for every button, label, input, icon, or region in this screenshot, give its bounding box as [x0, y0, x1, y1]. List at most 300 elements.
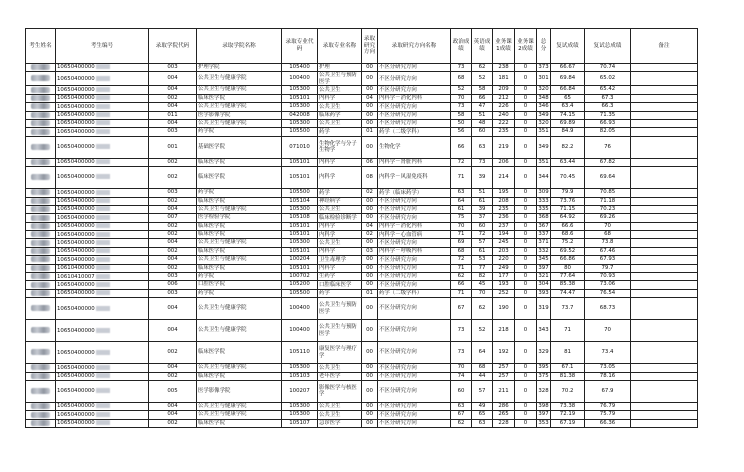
cell-mc: 105500 [282, 189, 318, 197]
cell-name [26, 380, 56, 402]
cell-note [631, 372, 698, 380]
cell-fin: 76.54 [585, 289, 631, 297]
cell-tot: 348 [538, 94, 549, 101]
cell-s1: 70 [451, 94, 472, 102]
cell-fin: 70.74 [585, 64, 631, 72]
cell-ret: 63.44 [551, 158, 585, 166]
cell-dc: 004 [149, 364, 197, 372]
table-row [26, 136, 698, 158]
redacted-id-suffix [96, 403, 110, 408]
cell-mn: 急诊医学 [318, 419, 362, 427]
cell-rd: 00 [362, 119, 378, 127]
table-row [26, 222, 698, 230]
cell-tot: 397 [538, 411, 549, 418]
table-body [26, 64, 698, 428]
cell-dn: 临床医学院 [197, 158, 282, 166]
redacted-name [31, 282, 50, 288]
cell-mn: 药学 [318, 189, 362, 197]
cell-rn: 生物化学 [378, 136, 451, 158]
table-row [26, 380, 698, 402]
cell-s3: 252 [493, 289, 515, 297]
cell-name [26, 231, 56, 239]
cell-rd: 01 [362, 128, 378, 136]
redacted-name [31, 103, 50, 109]
candidate-id: 10650400000 [57, 420, 95, 427]
table-row [26, 320, 698, 342]
cell-rn: 内科学－呼吸内科 [378, 247, 451, 255]
cell-rn: 不区分研究方向 [378, 72, 451, 86]
header-cell: 录取专业代码 [282, 29, 318, 64]
cell-note [631, 189, 698, 197]
cell-ret: 71 [551, 320, 585, 342]
redacted-id-suffix [96, 190, 110, 195]
cell-mc: 105300 [282, 402, 318, 410]
cell-s3: 238 [493, 64, 515, 72]
cell-dc: 005 [149, 380, 197, 402]
cell-tot: 320 [538, 119, 549, 126]
candidate-id: 10650400000 [57, 248, 95, 255]
cell-s4: 0 [515, 402, 537, 410]
cell-note [631, 205, 698, 213]
candidate-id: 10650400000 [57, 198, 95, 204]
cell-rd: 00 [362, 111, 378, 119]
redacted-id-suffix [96, 87, 110, 92]
cell-mc: 100204 [282, 256, 318, 264]
redacted-name [31, 64, 50, 70]
redacted-id-suffix [96, 350, 110, 355]
table-row [26, 419, 698, 427]
cell-id [56, 128, 149, 136]
cell-id [56, 273, 149, 281]
cell-s4: 0 [515, 205, 537, 213]
cell-mc: 105300 [282, 119, 318, 127]
cell-s2: 53 [472, 256, 493, 264]
cell-s4: 0 [515, 320, 537, 342]
candidate-id: 10650400000 [57, 290, 95, 297]
cell-s4: 0 [515, 167, 537, 189]
table-row [26, 158, 698, 166]
cell-id [56, 94, 149, 102]
candidate-id: 10650400000 [57, 144, 95, 151]
table-row [26, 247, 698, 255]
cell-dc: 003 [149, 273, 197, 281]
cell-dn: 公共卫生与健康学院 [197, 86, 282, 94]
cell-mc: 105103 [282, 372, 318, 380]
cell-rn: 不区分研究方向 [378, 320, 451, 342]
cell-name [26, 402, 56, 410]
cell-s1: 71 [451, 289, 472, 297]
cell-fin: 67.9 [585, 380, 631, 402]
cell-rn: 药学（二级学科） [378, 128, 451, 136]
table-row [26, 256, 698, 264]
cell-note [631, 136, 698, 158]
cell-fin: 68.73 [585, 298, 631, 320]
cell-fin: 69.64 [585, 167, 631, 189]
candidate-id: 10650400000 [57, 103, 95, 110]
table-row [26, 103, 698, 111]
cell-mc: 105300 [282, 411, 318, 419]
cell-dc: 004 [149, 86, 197, 94]
cell-mn: 公共卫生 [318, 86, 362, 94]
cell-s2: 51 [472, 111, 493, 119]
candidate-id: 10650400000 [57, 86, 95, 93]
cell-fin: 78.16 [585, 372, 631, 380]
cell-mc: 105101 [282, 158, 318, 166]
cell-tot: 321 [538, 273, 549, 280]
cell-mn: 公共卫生 [318, 103, 362, 111]
cell-s1: 72 [451, 256, 472, 264]
cell-rn: 药学（二级学科） [378, 289, 451, 297]
candidate-id: 10650400000 [57, 373, 95, 380]
redacted-name [31, 412, 50, 418]
redacted-name [31, 327, 50, 333]
cell-mc: 105300 [282, 205, 318, 213]
cell-dn: 临床医学院 [197, 197, 282, 205]
cell-note [631, 128, 698, 136]
cell-mc: 105300 [282, 239, 318, 247]
cell-dc: 003 [149, 189, 197, 197]
cell-s3: 249 [493, 264, 515, 272]
cell-s1: 73 [451, 64, 472, 72]
cell-s1: 68 [451, 72, 472, 86]
cell-mc: 105101 [282, 264, 318, 272]
redacted-id-suffix [96, 248, 110, 253]
cell-mn: 公共卫生与预防医学 [318, 320, 362, 342]
redacted-id-suffix [96, 257, 110, 262]
cell-id [56, 158, 149, 166]
cell-rd: 04 [362, 94, 378, 102]
cell-dn: 药学院 [197, 128, 282, 136]
cell-name [26, 281, 56, 289]
cell-mc: 105104 [282, 197, 318, 205]
cell-rn: 不区分研究方向 [378, 281, 451, 289]
table-row [26, 402, 698, 410]
cell-mn: 公共卫生 [318, 119, 362, 127]
cell-id [56, 419, 149, 427]
cell-tot: 398 [538, 402, 549, 409]
cell-s4: 0 [515, 364, 537, 372]
cell-ret: 71.15 [551, 205, 585, 213]
cell-s4: 0 [515, 273, 537, 281]
cell-fin: 66.3 [585, 103, 631, 111]
cell-note [631, 231, 698, 239]
cell-name [26, 214, 56, 222]
candidate-id: 10650400000 [57, 411, 95, 418]
cell-rn: 内科学－心血管病 [378, 231, 451, 239]
cell-rd: 00 [362, 239, 378, 247]
cell-mn: 内科学 [318, 94, 362, 102]
cell-rd: 00 [362, 380, 378, 402]
cell-s2: 60 [472, 222, 493, 230]
cell-s4: 0 [515, 111, 537, 119]
cell-s4: 0 [515, 136, 537, 158]
cell-name [26, 94, 56, 102]
cell-dn: 药学院 [197, 289, 282, 297]
cell-s4: 0 [515, 197, 537, 205]
redacted-name [31, 248, 50, 254]
cell-dc: 011 [149, 111, 197, 119]
cell-s1: 70 [451, 364, 472, 372]
redacted-id-suffix [96, 95, 110, 100]
cell-id [56, 111, 149, 119]
cell-s3: 209 [493, 86, 515, 94]
cell-s3: 211 [493, 380, 515, 402]
cell-rn: 不区分研究方向 [378, 372, 451, 380]
cell-dc: 004 [149, 402, 197, 410]
cell-ret: 72.19 [551, 411, 585, 419]
cell-s2: 65 [472, 411, 493, 419]
cell-s1: 73 [451, 103, 472, 111]
redacted-id-suffix [96, 64, 110, 69]
cell-rn: 药学（临床药学） [378, 189, 451, 197]
redacted-name [31, 120, 50, 126]
cell-mn: 老年医学 [318, 372, 362, 380]
cell-s4: 0 [515, 158, 537, 166]
cell-mn: 临床药学 [318, 111, 362, 119]
cell-tot: 304 [538, 281, 549, 288]
redacted-id-suffix [96, 274, 110, 279]
cell-dn: 公共卫生与健康学院 [197, 119, 282, 127]
cell-mn: 药学 [318, 289, 362, 297]
cell-rd: 00 [362, 402, 378, 410]
cell-tot: 397 [538, 264, 549, 271]
cell-s2: 68 [472, 364, 493, 372]
cell-mn: 内科学 [318, 231, 362, 239]
candidate-id: 10650400000 [57, 305, 95, 312]
header-cell: 录取学院名称 [197, 29, 282, 64]
cell-s1: 58 [451, 111, 472, 119]
cell-dc: 006 [149, 281, 197, 289]
candidate-id: 10650400000 [57, 349, 95, 356]
cell-rn: 内科学－消化内科 [378, 94, 451, 102]
header-cell: 业务课1成绩 [493, 29, 515, 64]
redacted-id-suffix [96, 104, 110, 109]
cell-tot: 375 [538, 372, 549, 379]
cell-rd: 00 [362, 298, 378, 320]
table-row [26, 342, 698, 364]
cell-rn: 不区分研究方向 [378, 239, 451, 247]
cell-id [56, 281, 149, 289]
cell-s4: 0 [515, 94, 537, 102]
cell-note [631, 411, 698, 419]
cell-s4: 0 [515, 128, 537, 136]
cell-name [26, 320, 56, 342]
cell-s3: 193 [493, 281, 515, 289]
cell-rd: 00 [362, 256, 378, 264]
cell-note [631, 158, 698, 166]
cell-mn: 生药学 [318, 273, 362, 281]
cell-note [631, 273, 698, 281]
cell-s4: 0 [515, 247, 537, 255]
cell-s2: 72 [472, 231, 493, 239]
cell-s4: 0 [515, 298, 537, 320]
cell-s3: 220 [493, 256, 515, 264]
cell-name [26, 205, 56, 213]
cell-dc: 002 [149, 231, 197, 239]
candidate-id: 10650400000 [57, 214, 95, 221]
redacted-name [31, 240, 50, 246]
cell-s1: 74 [451, 372, 472, 380]
cell-id [56, 320, 149, 342]
candidate-id: 10650400000 [57, 206, 95, 213]
redacted-name [31, 403, 50, 409]
cell-fin: 67.93 [585, 256, 631, 264]
table-row [26, 298, 698, 320]
cell-rn: 内科学－风湿免疫科 [378, 167, 451, 189]
candidate-id: 10650400000 [57, 112, 95, 119]
table-row [26, 111, 698, 119]
cell-name [26, 411, 56, 419]
cell-id [56, 197, 149, 205]
candidate-id: 10650400000 [57, 174, 95, 181]
cell-dn: 药学院 [197, 273, 282, 281]
table-row [26, 231, 698, 239]
cell-note [631, 111, 698, 119]
redacted-name [31, 87, 50, 93]
cell-note [631, 298, 698, 320]
cell-note [631, 419, 698, 427]
cell-rd: 02 [362, 231, 378, 239]
cell-id [56, 205, 149, 213]
cell-id [56, 239, 149, 247]
cell-ret: 68.6 [551, 231, 585, 239]
cell-dn: 临床医学院 [197, 222, 282, 230]
cell-s2: 49 [472, 402, 493, 410]
cell-id [56, 119, 149, 127]
cell-rn: 不区分研究方向 [378, 256, 451, 264]
cell-s2: 61 [472, 247, 493, 255]
cell-s1: 69 [451, 239, 472, 247]
cell-s1: 63 [451, 402, 472, 410]
candidate-id: 10650400000 [57, 281, 95, 288]
cell-name [26, 372, 56, 380]
cell-dc: 002 [149, 264, 197, 272]
cell-id [56, 402, 149, 410]
header-cell: 英语成绩 [472, 29, 493, 64]
score-sheet [25, 28, 697, 428]
cell-rd: 06 [362, 158, 378, 166]
cell-tot: 368 [538, 214, 549, 221]
cell-rn: 不区分研究方向 [378, 197, 451, 205]
cell-note [631, 222, 698, 230]
redacted-id-suffix [96, 232, 110, 237]
cell-dn: 公共卫生与健康学院 [197, 364, 282, 372]
cell-note [631, 94, 698, 102]
cell-ret: 81 [551, 342, 585, 364]
cell-s1: 75 [451, 214, 472, 222]
cell-id [56, 136, 149, 158]
cell-mc: 105500 [282, 128, 318, 136]
cell-rd: 00 [362, 103, 378, 111]
cell-mc: 105101 [282, 167, 318, 189]
cell-mc: 105400 [282, 64, 318, 72]
table-row [26, 189, 698, 197]
cell-dn: 临床医学院 [197, 264, 282, 272]
cell-id [56, 189, 149, 197]
cell-rn: 不区分研究方向 [378, 214, 451, 222]
redacted-id-suffix [96, 388, 110, 393]
table-row [26, 119, 698, 127]
table-row [26, 411, 698, 419]
cell-fin: 73.06 [585, 281, 631, 289]
cell-note [631, 380, 698, 402]
cell-fin: 68 [585, 231, 631, 239]
cell-id [56, 64, 149, 72]
cell-s1: 67 [451, 298, 472, 320]
cell-fin: 67.82 [585, 158, 631, 166]
cell-mn: 护理 [318, 64, 362, 72]
redacted-id-suffix [96, 198, 110, 203]
cell-fin: 71.35 [585, 111, 631, 119]
cell-tot: 395 [538, 364, 549, 371]
cell-name [26, 119, 56, 127]
cell-s2: 70 [472, 289, 493, 297]
cell-mn: 公共卫生 [318, 239, 362, 247]
cell-id [56, 364, 149, 372]
redacted-name [31, 349, 50, 355]
redacted-id-suffix [96, 76, 110, 81]
cell-s1: 64 [451, 197, 472, 205]
candidate-id: 10650400000 [57, 120, 95, 127]
header-row [26, 29, 698, 64]
candidate-id: 10610410007 [57, 273, 95, 280]
cell-dc: 004 [149, 411, 197, 419]
cell-ret: 85.38 [551, 281, 585, 289]
cell-ret: 65 [551, 94, 585, 102]
cell-s2: 44 [472, 372, 493, 380]
cell-name [26, 167, 56, 189]
cell-note [631, 167, 698, 189]
cell-tot: 371 [538, 239, 549, 246]
cell-tot: 346 [538, 103, 549, 110]
cell-ret: 66.86 [551, 256, 585, 264]
cell-tot: 351 [538, 158, 549, 165]
redacted-id-suffix [96, 120, 110, 125]
cell-name [26, 158, 56, 166]
cell-s3: 235 [493, 205, 515, 213]
cell-dn: 临床医学院 [197, 167, 282, 189]
table-row [26, 86, 698, 94]
redacted-name [31, 129, 50, 135]
cell-ret: 69.89 [551, 119, 585, 127]
cell-fin: 82.05 [585, 128, 631, 136]
cell-s4: 0 [515, 256, 537, 264]
cell-id [56, 380, 149, 402]
cell-mn: 内科学 [318, 264, 362, 272]
cell-dc: 002 [149, 197, 197, 205]
cell-s1: 56 [451, 128, 472, 136]
cell-mn: 神经病学 [318, 197, 362, 205]
candidate-id: 10650400000 [57, 403, 95, 410]
cell-fin: 66.93 [585, 119, 631, 127]
cell-id [56, 231, 149, 239]
cell-s1: 73 [451, 342, 472, 364]
cell-mc: 105108 [282, 214, 318, 222]
cell-s2: 47 [472, 103, 493, 111]
redacted-id-suffix [96, 223, 110, 228]
cell-s3: 235 [493, 128, 515, 136]
cell-mc: 105101 [282, 94, 318, 102]
cell-s2: 77 [472, 264, 493, 272]
cell-s3: 257 [493, 372, 515, 380]
cell-s3: 192 [493, 342, 515, 364]
cell-s3: 194 [493, 231, 515, 239]
cell-id [56, 86, 149, 94]
cell-dn: 临床医学院 [197, 372, 282, 380]
cell-mc: 100207 [282, 380, 318, 402]
cell-dc: 004 [149, 103, 197, 111]
cell-dc: 002 [149, 372, 197, 380]
